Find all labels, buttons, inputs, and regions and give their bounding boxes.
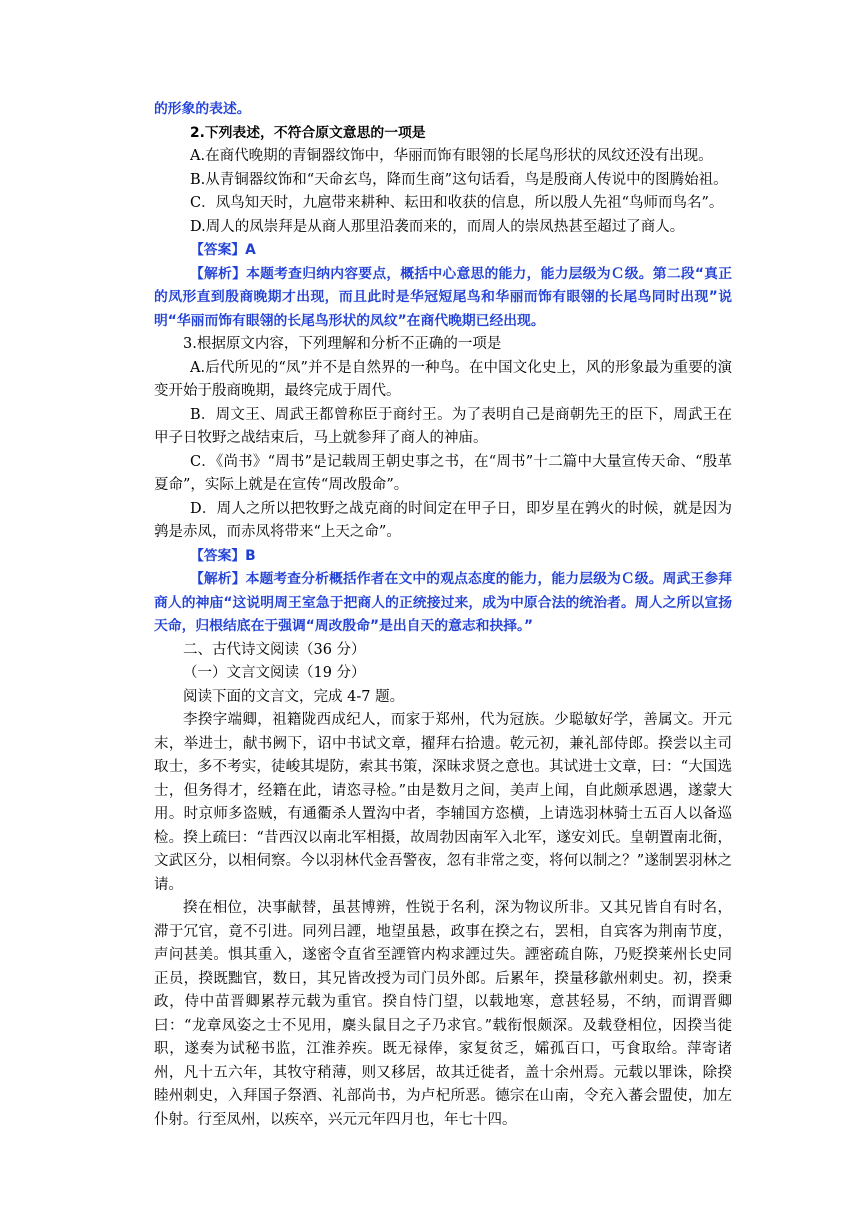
q3-option-c: C．《尚书》“周书”是记载周王朝史事之书，在“周书”十二篇中大量宣传天命、“殷革夏命”，实际上就是在宣传“周改殷命”。	[154, 453, 732, 493]
q3-analysis: 【解析】本题考查分析概括作者在文中的观点态度的能力，能力层级为Ｃ级。周武王参拜商人的神庙“这说明周王室急于把商人的正统接过来，成为中原合法的统治者。周人之所以宣扬天命，归根结底在于强调“周改殷命”是出自天的意志和抉择。”	[154, 571, 732, 634]
passage-paragraph-1: 李揆字端卿，祖籍陇西成纪人，而家于郑州，代为冠族。少聪敏好学，善属文。开元末，举进士，献书阙下，诏中书试文章，擢拜右拾遗。乾元初，兼礼部侍郎。揆尝以主司取士，多不考实，徒峻其堤防，索其书策，深昧求贤之意也。其试进士文章，曰：“大国选士，但务得才，经籍在此，请恣寻检。”由是数月之间，美声上闻，自此颇承恩遇，遂蒙大用。时京师多盗贼，有通衢杀人置沟中者，李辅国方恣横，上请选羽林骑士五百人以备巡检。揆上疏曰：“昔西汉以南北军相摄，故周勃因南军入北军，遂安刘氏。皇朝置南北衙，文武区分，以相伺察。今以羽林代金吾警夜，忽有非常之变，将何以制之？”遂制罢羽林之请。	[154, 712, 732, 893]
q2-option-c: C．凤鸟知天时，九扈带来耕种、耘田和收获的信息，所以殷人先祖“鸟师而鸟名”。	[190, 195, 724, 211]
q3-option-b: B．周文王、周武王都曾称臣于商纣王。为了表明自己是商朝先王的臣下，周武王在甲子日牧野之战结束后，马上就参拜了商人的神庙。	[154, 406, 732, 446]
reading-instruction: 阅读下面的文言文，完成 4-7 题。	[183, 688, 405, 705]
q1-analysis-tail: 的形象的表述。	[154, 101, 251, 117]
q2-answer: 【答案】A	[190, 242, 256, 258]
q2-analysis: 【解析】本题考查归纳内容要点，概括中心意思的能力，能力层级为Ｃ级。第二段“真正的凤形直到殷商晚期才出现，而且此时是华冠短尾鸟和华丽而饰有眼翎的长尾鸟同时出现”说明“华丽而饰有眼翎的长尾鸟形状的凤纹”在商代晚期已经出现。	[154, 265, 732, 329]
subsection-heading: （一）文言文阅读（19 分）	[183, 665, 366, 681]
q2-option-a: A.在商代晚期的青铜器纹饰中，华丽而饰有眼翎的长尾鸟形状的凤纹还没有出现。	[190, 148, 713, 164]
q3-option-d: D．周人之所以把牧野之战克商的时间定在甲子日，即岁星在鹑火的时候，就是因为鹑是赤凤，而赤凤将带来“上天之命”。	[154, 500, 732, 540]
q2-stem: 2.下列表述，不符合原文意思的一项是	[190, 124, 426, 141]
passage-paragraph-2: 揆在相位，决事献替，虽甚博辨，性锐于名利，深为物议所非。又其兄皆自有时名，滞于冗官，竟不引进。同列吕諲，地望虽悬，政事在揆之右，罢相，自宾客为荆南节度，声问甚美。惧其重入，遂密令直省至諲管内构求諲过失。諲密疏自陈，乃贬揆莱州长史同正员，揆既黜官，数日，其兄皆改授为司门员外郎。后累年，揆量移歙州刺史。初，揆秉政，侍中苗晋卿累荐元载为重官。揆自恃门望，以载地寒，意甚轻易，不纳，而谓晋卿曰：“龙章凤姿之士不见用，麇头鼠目之子乃求官。”载衔恨颇深。及载登相位，因揆当徙职，遂奏为试秘书监，江淮养疾。既无禄俸，家复贫乏，孀孤百口，丐食取给。萍寄诸州，凡十五六年，其牧守稍薄，则又移居，故其迁徙者，盖十余州焉。元载以罪诛，除揆睦州刺史，入拜国子祭酒、礼部尚书，为卢杞所恶。德宗在山南，令充入蕃会盟使，加左仆射。行至凤州，以疾卒，兴元元年四月也，年七十四。	[154, 900, 732, 1128]
q2-option-b: B.从青铜器纹饰和“天命玄鸟，降而生商”这句话看，鸟是殷商人传说中的图腾始祖。	[190, 171, 728, 188]
document-page	[154, 98, 732, 1132]
q3-answer: 【答案】B	[190, 547, 256, 564]
q3-option-a: A.后代所见的“凤”并不是自然界的一种鸟。在中国文化史上，风的形象最为重要的演变开始于殷商晚期，最终完成于周代。	[154, 359, 732, 399]
section-heading: 二、古代诗文阅读（36 分）	[183, 641, 366, 658]
q3-stem: 3.根据原文内容，下列理解和分析不正确的一项是	[183, 336, 502, 352]
q2-option-d: D.周人的凤崇拜是从商人那里沿袭而来的，而周人的崇凤热甚至超过了商人。	[190, 218, 685, 235]
